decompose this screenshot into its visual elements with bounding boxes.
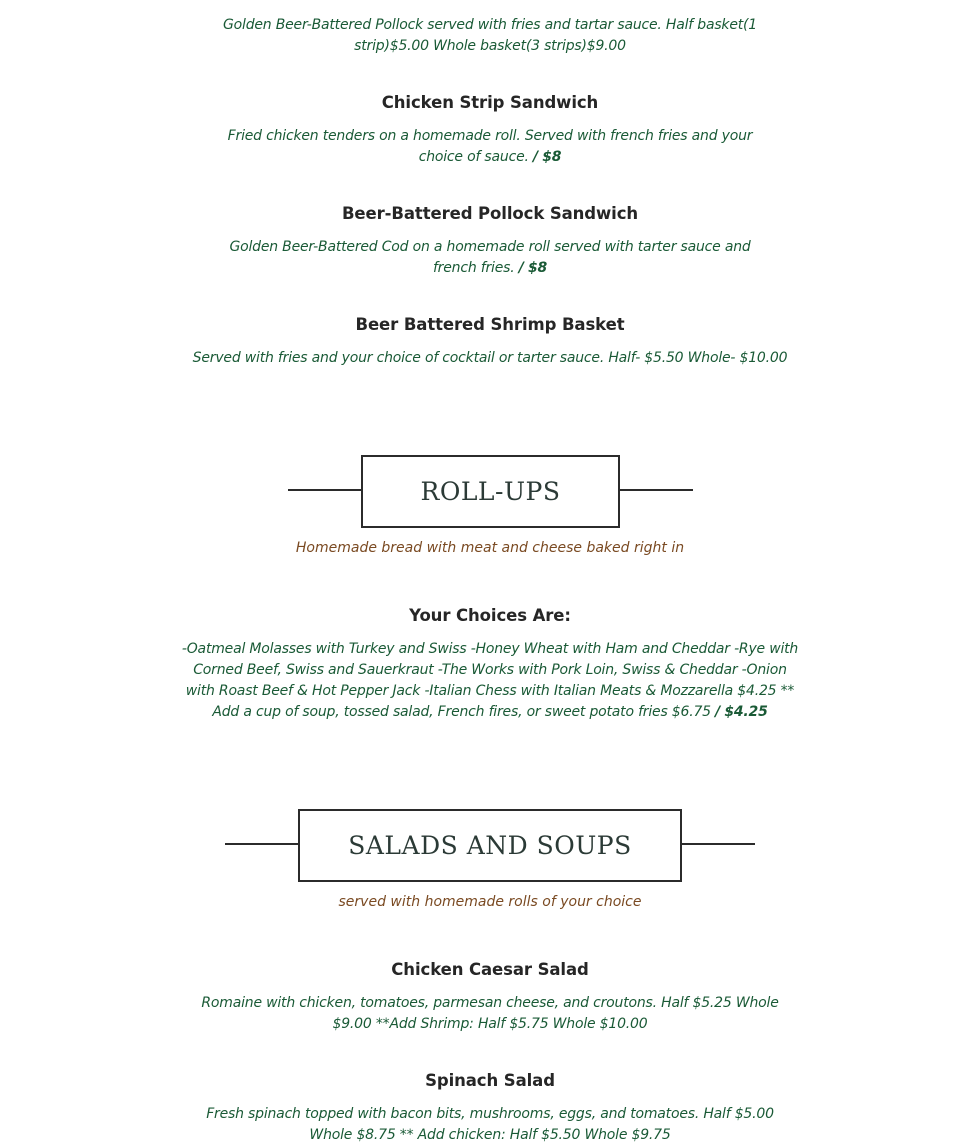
price-separator: / <box>518 260 524 276</box>
menu-item-title: Your Choices Are: <box>409 606 571 625</box>
menu-item-title: Chicken Strip Sandwich <box>381 93 599 112</box>
section-title: ROLL-UPS <box>420 477 561 506</box>
item-description-text: Fresh spinach topped with bacon bits, mushrooms, eggs, and tomatoes. Half $5.00 Whole $8.75 ** Add chicken: Half $5.50 Whole $9.75 <box>206 1106 774 1143</box>
section-header-box <box>361 455 620 528</box>
item-price: $8 <box>542 149 562 165</box>
section-divider-left <box>288 489 362 491</box>
menu-item-description <box>195 15 785 57</box>
menu-item-title: Beer Battered Shrimp Basket <box>355 315 625 334</box>
item-price: $8 <box>527 260 548 276</box>
section-subtitle: served with homemade rolls of your choice <box>338 894 642 910</box>
section-divider-right <box>619 489 693 491</box>
menu-item-title: Chicken Caesar Salad <box>391 960 589 979</box>
section-divider-left <box>225 843 299 845</box>
menu-item-description <box>190 348 790 369</box>
item-description-text: Golden Beer-Battered Cod on a homemade roll served with tarter sauce and french fries. <box>229 239 751 276</box>
pollock-basket-description: Golden Beer-Battered Pollock served with fries and tartar sauce. Half basket(1 strip)$5.00 Whole basket(3 strips)$9.00 <box>222 17 758 54</box>
price-separator: / <box>533 149 538 165</box>
item-description-text: Fried chicken tenders on a homemade roll. Served with french fries and your choice of sauce. <box>227 128 753 165</box>
section-divider-right <box>681 843 755 845</box>
section-subtitle: Homemade bread with meat and cheese baked right in <box>295 540 685 556</box>
menu-item-description <box>190 1104 790 1146</box>
menu-item-title: Spinach Salad <box>425 1071 555 1090</box>
item-price: $4.25 <box>724 704 768 720</box>
section-title: SALADS AND SOUPS <box>348 831 632 860</box>
price-separator: / <box>715 704 721 720</box>
item-description-text: Romaine with chicken, tomatoes, parmesan cheese, and croutons. Half $5.25 Whole $9.00 **Add Shrimp: Half $5.75 Whole $10.00 <box>201 995 779 1032</box>
menu-item-description <box>180 639 800 723</box>
section-header-box <box>298 809 682 882</box>
menu-item-description <box>212 237 768 279</box>
item-description-text: -Oatmeal Molasses with Turkey and Swiss -Honey Wheat with Ham and Cheddar -Rye with Corned Beef, Swiss and Sauerkraut -The Works with Pork Loin, Swiss & Cheddar -Onion with Roast Beef & Hot Pepper Jack -Italian Chess with Italian Meats & Mozzarella $4.25 ** Add a cup of soup, tossed salad, French fires, or sweet potato fries $6.75 <box>181 641 799 720</box>
menu-item-title: Beer-Battered Pollock Sandwich <box>341 204 639 223</box>
menu-item-description <box>190 993 790 1035</box>
item-description-text: Served with fries and your choice of cocktail or tarter sauce. Half- $5.50 Whole- $10.00 <box>192 350 788 366</box>
menu-item-description <box>205 126 775 168</box>
